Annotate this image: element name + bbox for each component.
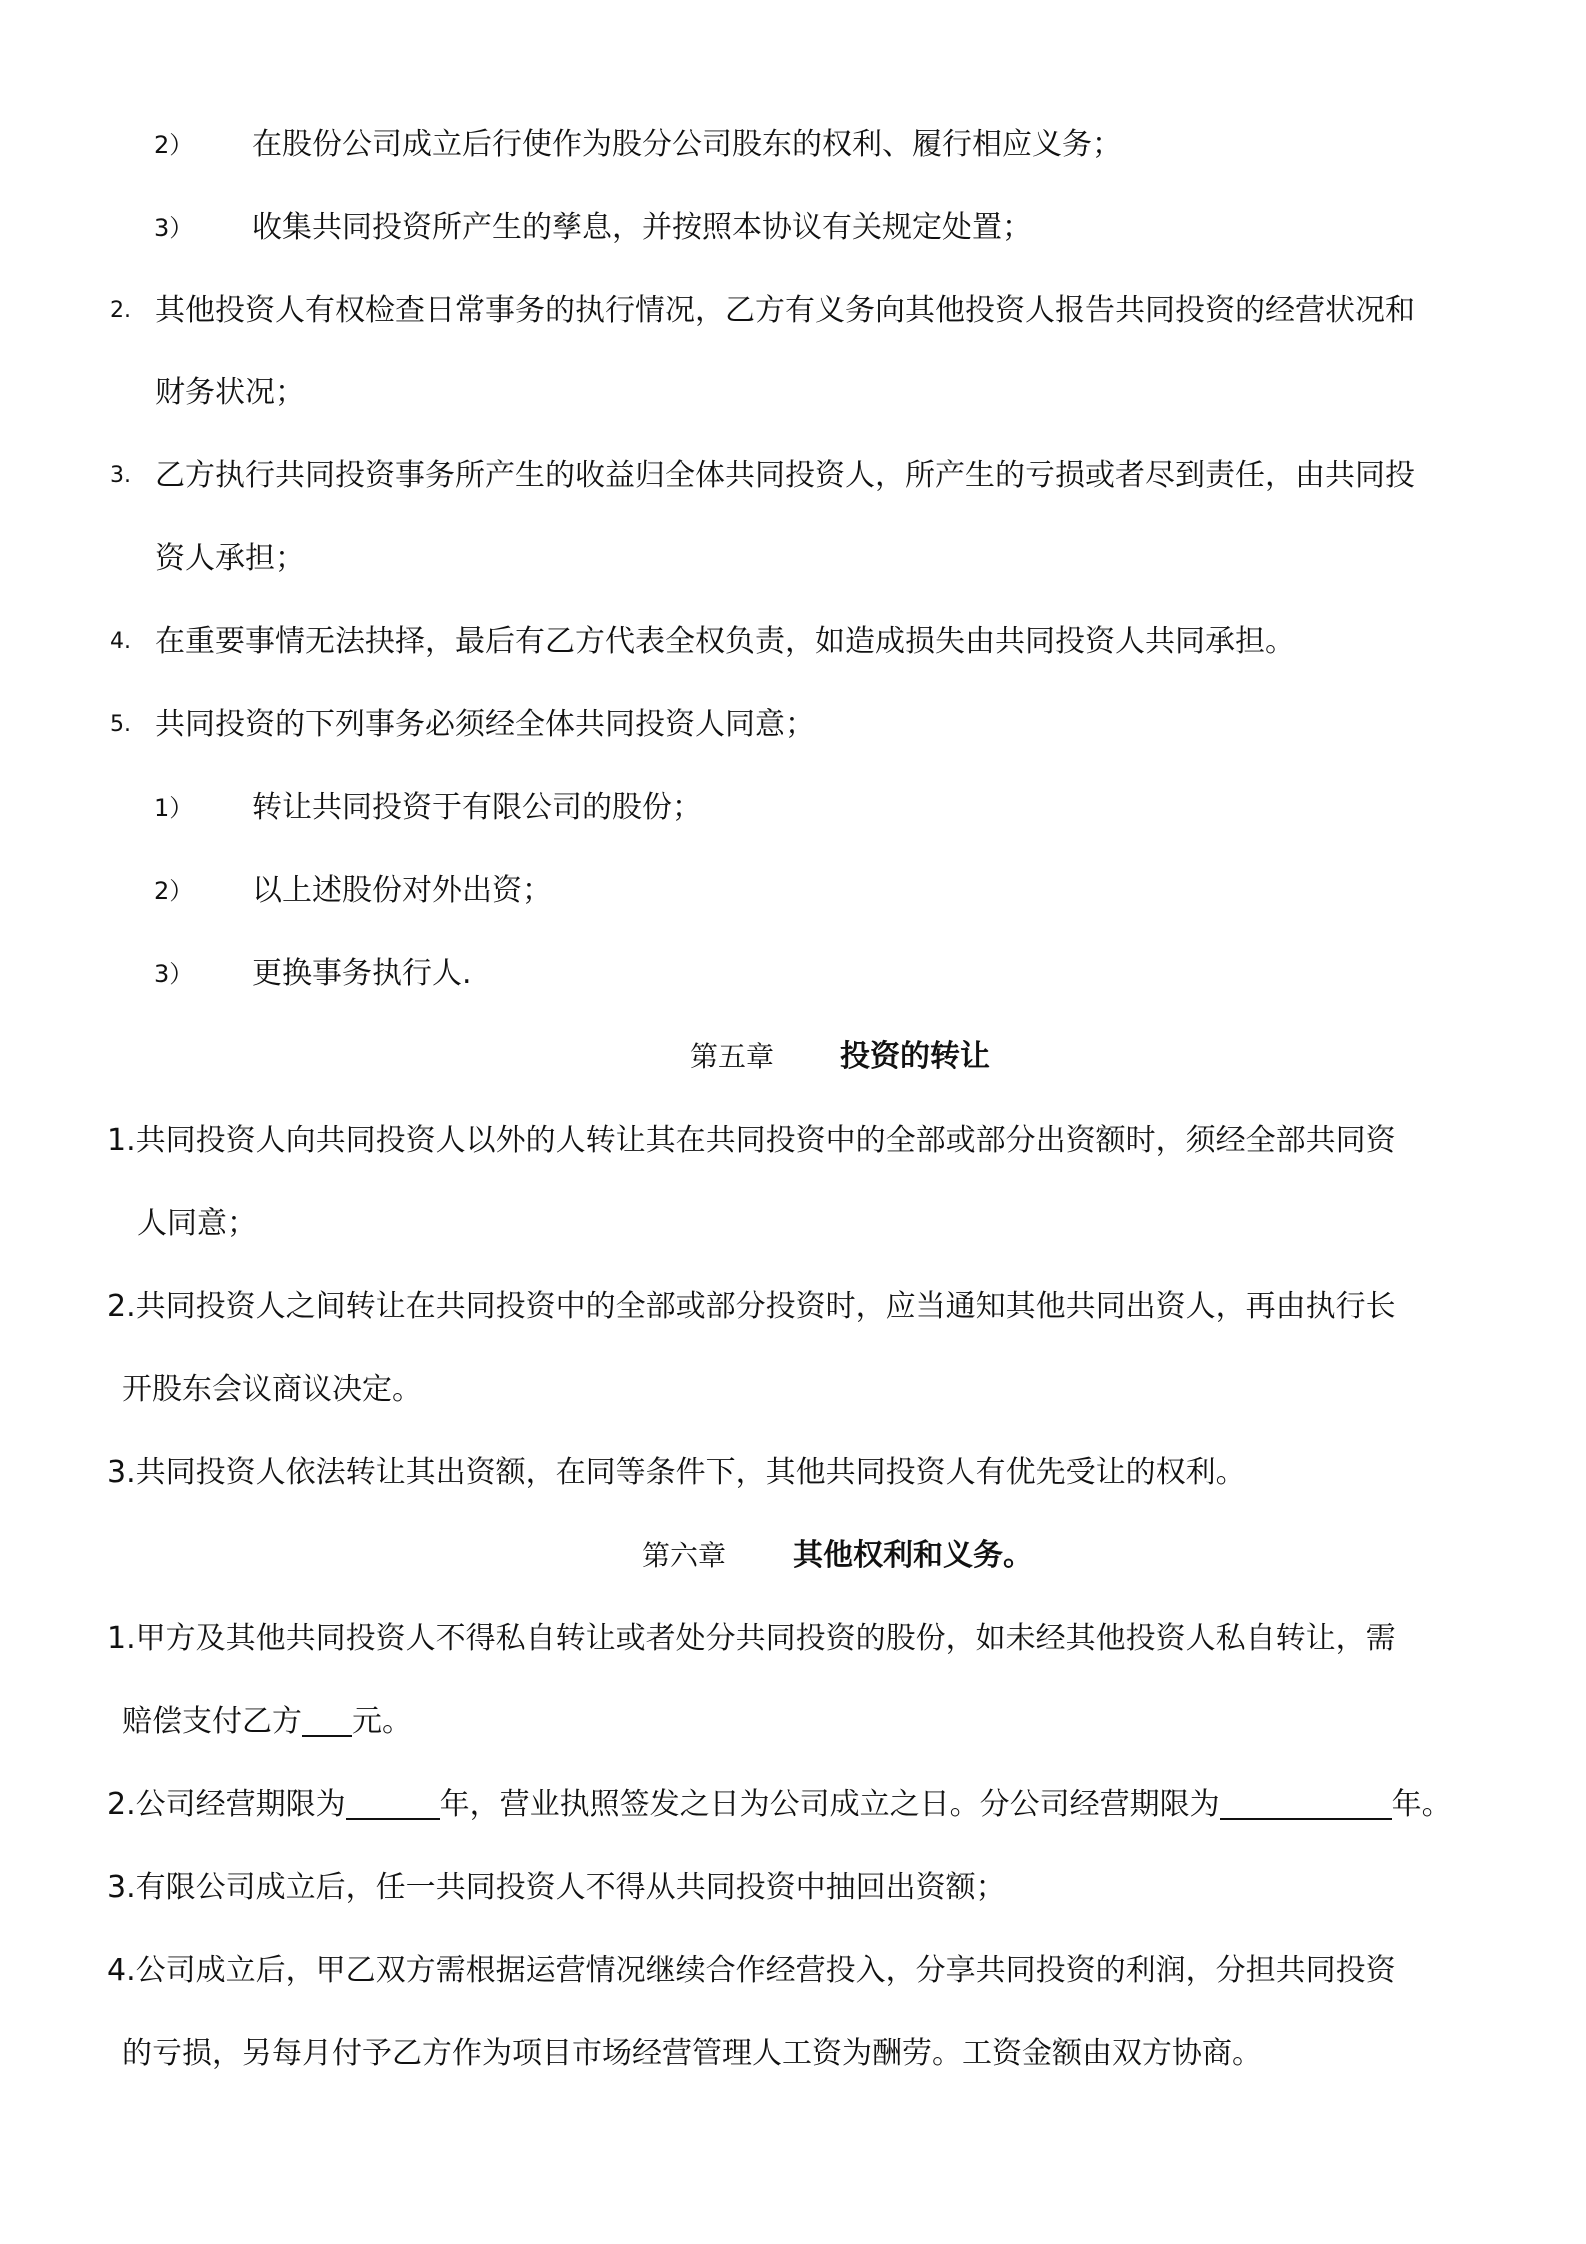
chapter-title: 投资的转让	[840, 1039, 990, 1074]
clause-text: 3.共同投资人依法转让其出资额，在同等条件下，其他共同投资人有优先受让的权利。	[107, 1455, 1246, 1490]
clause-text-part: 元。	[352, 1704, 412, 1739]
clause-text: 共同投资的下列事务必须经全体共同投资人同意；	[155, 707, 815, 742]
clause-text: 2.共同投资人之间转让在共同投资中的全部或部分投资时，应当通知其他共同出资人，再由执行长	[107, 1289, 1396, 1324]
sub-item-number: 1）	[154, 794, 194, 822]
clause-number: 3.	[110, 463, 131, 488]
clause-text: 开股东会议商议决定。	[122, 1372, 422, 1407]
clause-text: 的亏损，另每月付予乙方作为项目市场经营管理人工资为酬劳。工资金额由双方协商。	[122, 2036, 1262, 2071]
clause-number: 4.	[110, 629, 131, 654]
chapter-number: 第五章	[690, 1040, 775, 1073]
clause-text: 在重要事情无法抉择，最后有乙方代表全权负责，如造成损失由共同投资人共同承担。	[155, 624, 1295, 659]
chapter-number: 第六章	[642, 1539, 727, 1572]
clause-text-part: 年。	[1391, 1787, 1452, 1822]
clause-text: 资人承担；	[155, 541, 305, 576]
chapter-title: 其他权利和义务。	[793, 1538, 1033, 1573]
amount-blank	[302, 1705, 352, 1737]
clause-text-part: 2.公司经营期限为	[107, 1787, 346, 1822]
clause-text: 其他投资人有权检查日常事务的执行情况，乙方有义务向其他投资人报告共同投资的经营状况和	[155, 293, 1415, 328]
branch-term-blank	[1220, 1788, 1392, 1820]
clause-text-part: 赔偿支付乙方	[122, 1704, 302, 1739]
clause-text: 3.有限公司成立后，任一共同投资人不得从共同投资中抽回出资额；	[107, 1870, 1006, 1905]
clause-text: 人同意；	[137, 1206, 257, 1241]
sub-item-text: 以上述股份对外出资；	[252, 873, 552, 908]
clause-number: 2.	[110, 298, 131, 323]
clause-text: 财务状况；	[155, 375, 305, 410]
clause-text: 4.公司成立后，甲乙双方需根据运营情况继续合作经营投入，分享共同投资的利润，分担共同投资	[107, 1953, 1396, 1988]
sub-item-number: 2）	[154, 131, 194, 159]
sub-item-text: 收集共同投资所产生的孳息，并按照本协议有关规定处置；	[252, 210, 1032, 245]
clause-number: 5.	[110, 712, 131, 737]
term-blank	[346, 1788, 440, 1820]
clause-text: 1.甲方及其他共同投资人不得私自转让或者处分共同投资的股份，如未经其他投资人私自转让，需	[107, 1621, 1396, 1656]
sub-item-number: 3）	[154, 214, 194, 242]
clause-text	[122, 1702, 412, 1742]
clause-text-part: 年，营业执照签发之日为公司成立之日。分公司经营期限为	[439, 1787, 1220, 1822]
clause-text: 乙方执行共同投资事务所产生的收益归全体共同投资人，所产生的亏损或者尽到责任，由共同投	[155, 458, 1415, 493]
sub-item-text: 更换事务执行人.	[252, 956, 472, 991]
clause-text	[107, 1785, 1452, 1825]
sub-item-text: 在股份公司成立后行使作为股分公司股东的权利、履行相应义务；	[252, 127, 1122, 162]
sub-item-number: 3）	[154, 960, 194, 988]
clause-text: 1.共同投资人向共同投资人以外的人转让其在共同投资中的全部或部分出资额时，须经全部共同资	[107, 1123, 1396, 1158]
sub-item-text: 转让共同投资于有限公司的股份；	[252, 790, 702, 825]
sub-item-number: 2）	[154, 877, 194, 905]
